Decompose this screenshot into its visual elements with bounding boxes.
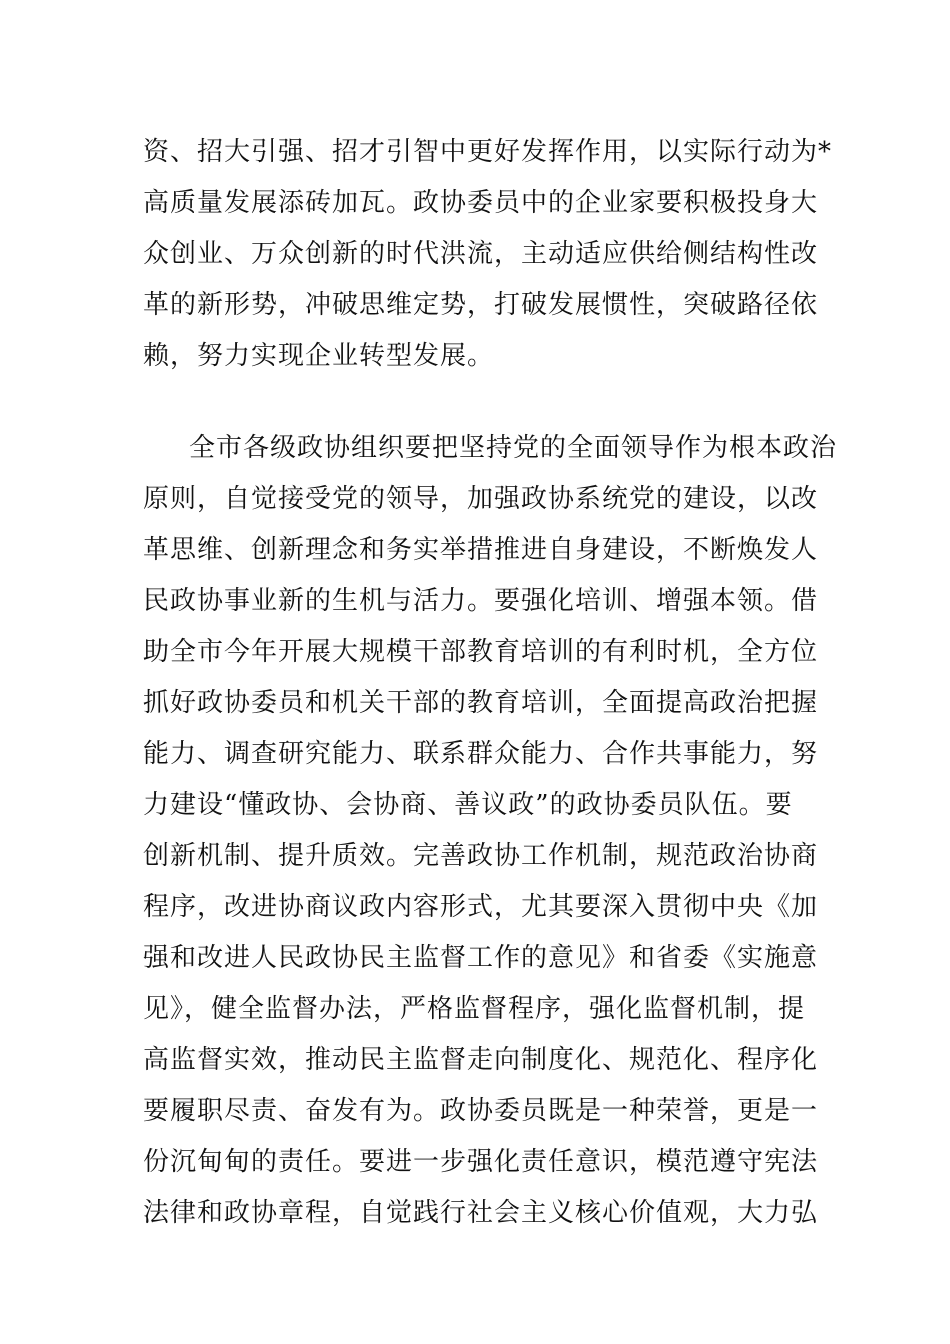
text-line: 高质量发展添砖加瓦。政协委员中的企业家要积极投身大 [143,188,819,218]
paragraph-continued [143,127,833,382]
paragraph-main [143,423,838,1239]
text-line: 要履职尽责、奋发有为。政协委员既是一种荣誉，更是一 [143,1096,819,1126]
text-line: 资、招大引强、招才引智中更好发挥作用，以实际行动为* [143,137,833,167]
text-line: 众创业、万众创新的时代洪流，主动适应供给侧结构性改 [143,239,819,269]
text-line: 创新机制、提升质效。完善政协工作机制，规范政治协商 [143,841,819,871]
text-line: 能力、调查研究能力、联系群众能力、合作共事能力，努 [143,739,819,769]
text-line: 高监督实效，推动民主监督走向制度化、规范化、程序化 [143,1045,819,1075]
text-line: 力建设“懂政协、会协商、善议政”的政协委员队伍。要 [143,790,793,820]
text-line: 民政协事业新的生机与活力。要强化培训、增强本领。借 [143,586,819,616]
text-line: 革的新形势，冲破思维定势，打破发展惯性，突破路径依 [143,290,819,320]
text-line: 法律和政协章程，自觉践行社会主义核心价值观，大力弘 [143,1198,819,1228]
text-line: 原则，自觉接受党的领导，加强政协系统党的建设，以改 [143,484,819,514]
text-line: 赖，努力实现企业转型发展。 [143,341,495,371]
text-line: 强和改进人民政协民主监督工作的意见》和省委《实施意 [143,943,819,973]
text-line: 抓好政协委员和机关干部的教育培训，全面提高政治把握 [143,688,819,718]
text-line: 程序，改进协商议政内容形式，尤其要深入贯彻中央《加 [143,892,819,922]
text-line: 份沉甸甸的责任。要进一步强化责任意识，模范遵守宪法 [143,1147,819,1177]
text-line: 见》，健全监督办法，严格监督程序，强化监督机制，提 [143,994,806,1024]
text-line-first: 全市各级政协组织要把坚持党的全面领导作为根本政治 [189,433,838,463]
text-line: 助全市今年开展大规模干部教育培训的有利时机，全方位 [143,637,819,667]
text-line: 革思维、创新理念和务实举措推进自身建设，不断焕发人 [143,535,819,565]
